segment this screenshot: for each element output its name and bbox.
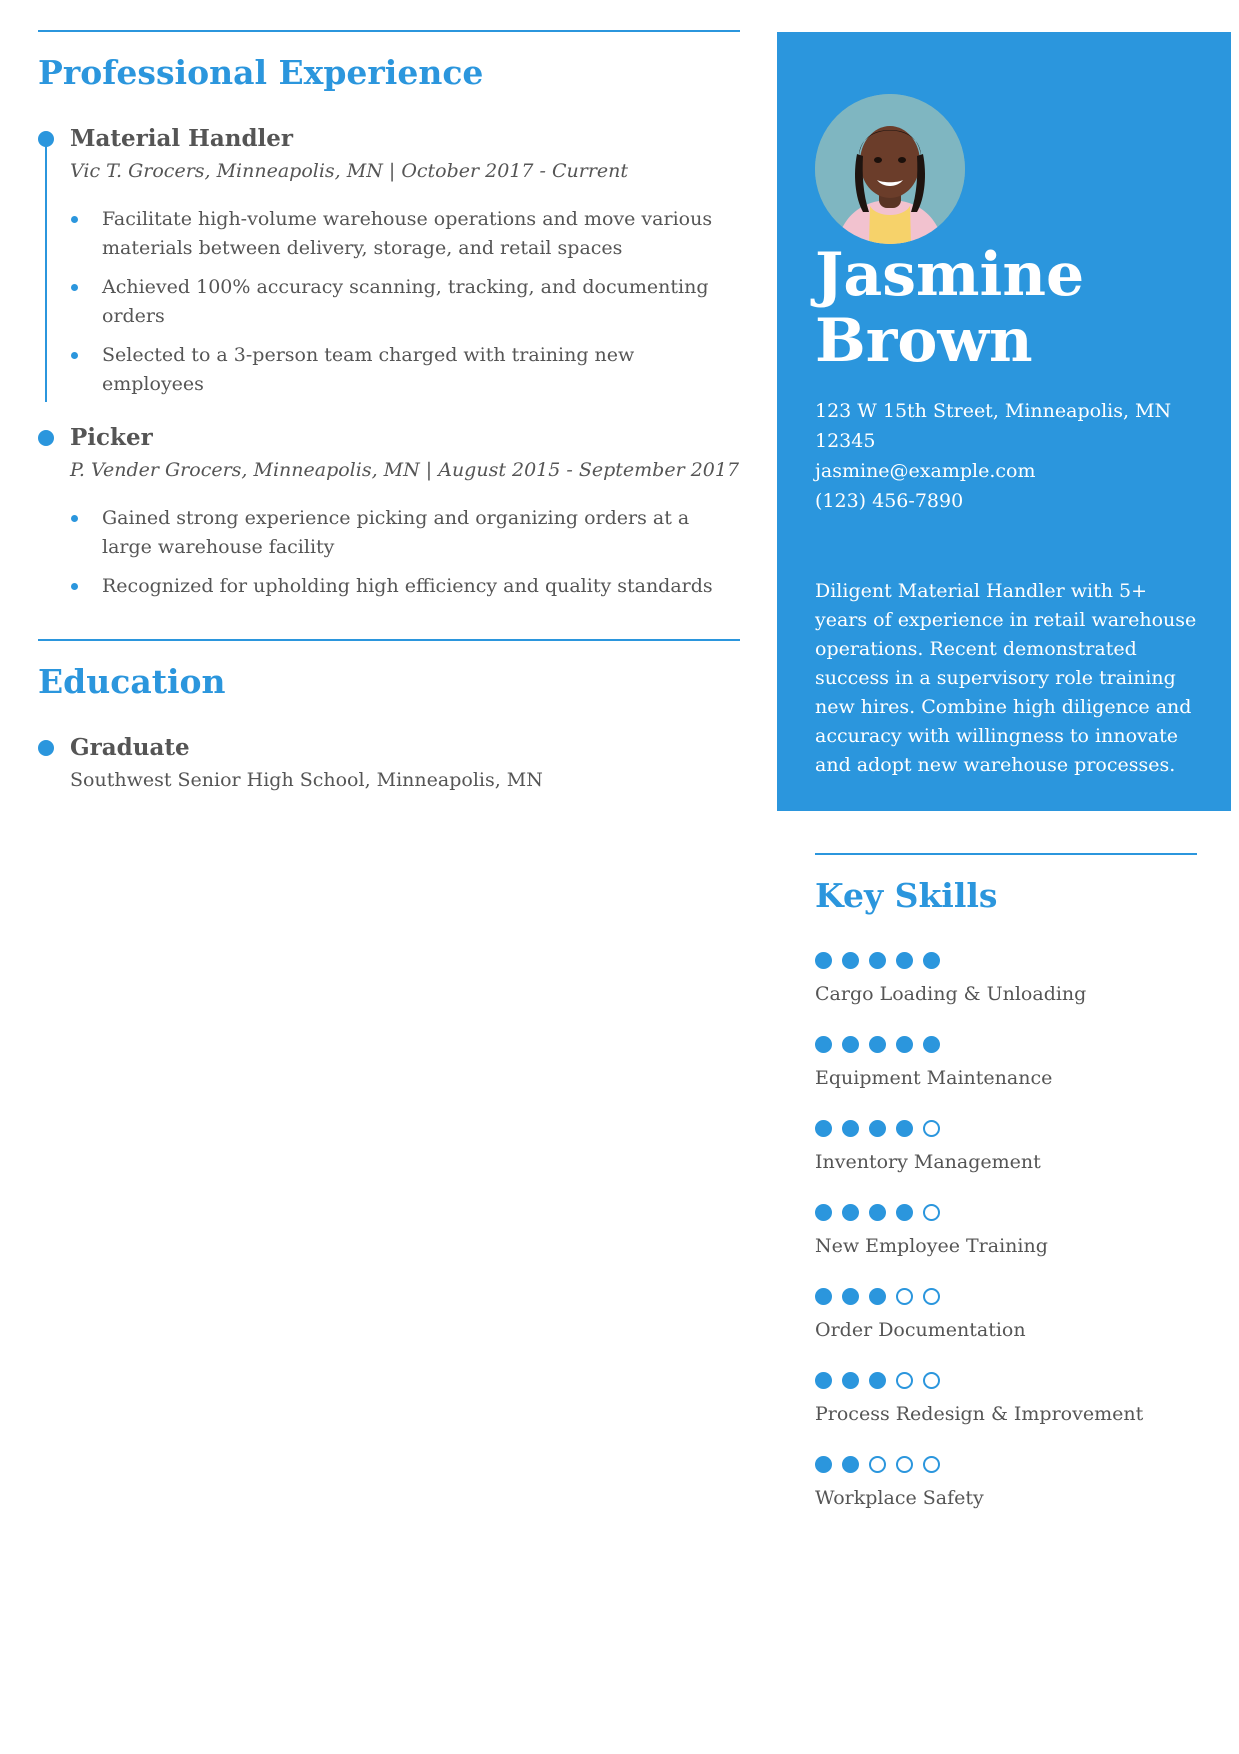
skill-rating bbox=[815, 952, 1197, 969]
rating-dot-filled bbox=[842, 1204, 859, 1221]
rating-dot-filled bbox=[896, 1036, 913, 1053]
skill-item bbox=[815, 1372, 1197, 1428]
skill-item bbox=[815, 1204, 1197, 1260]
rating-dot-filled bbox=[923, 952, 940, 969]
job-bullet bbox=[70, 205, 740, 263]
job-bullet-text: Selected to a 3-person team charged with training new employees bbox=[102, 344, 635, 395]
job-entry bbox=[38, 124, 740, 399]
rating-dot-filled bbox=[842, 1456, 859, 1473]
degree-title: Graduate bbox=[70, 734, 190, 761]
rating-dot-filled bbox=[815, 1288, 832, 1305]
skills-heading: Key Skills bbox=[815, 876, 998, 915]
job-bullet-text: Achieved 100% accuracy scanning, tracking, and documenting orders bbox=[102, 276, 709, 327]
rating-dot-filled bbox=[896, 1204, 913, 1221]
avatar-portrait bbox=[815, 94, 965, 244]
rating-dot-filled bbox=[923, 1036, 940, 1053]
rating-dot-filled bbox=[815, 1456, 832, 1473]
address-line: 123 W 15th Street, Minneapolis, MN bbox=[815, 400, 1172, 422]
job-bullet bbox=[70, 504, 740, 562]
education-heading: Education bbox=[38, 662, 226, 701]
skill-rating bbox=[815, 1288, 1197, 1305]
rating-dot-filled bbox=[896, 1120, 913, 1137]
rating-dot-empty bbox=[896, 1372, 913, 1389]
skill-label: Order Documentation bbox=[815, 1319, 1026, 1341]
job-bullet-text: Recognized for upholding high efficiency and quality standards bbox=[102, 575, 713, 597]
address-line: 12345 bbox=[815, 430, 876, 452]
skill-label: Workplace Safety bbox=[815, 1487, 984, 1509]
education-entry bbox=[38, 733, 740, 794]
job-title: Material Handler bbox=[70, 125, 294, 152]
job-bullets bbox=[70, 205, 740, 399]
skill-rating bbox=[815, 1204, 1197, 1221]
left-column bbox=[38, 30, 740, 794]
candidate-name bbox=[815, 242, 1084, 374]
job-entry bbox=[38, 423, 740, 601]
job-bullet-text: Gained strong experience picking and organizing orders at a large warehouse facility bbox=[102, 507, 690, 558]
rating-dot-filled bbox=[842, 1120, 859, 1137]
contact-info bbox=[815, 396, 1205, 516]
rating-dot-empty bbox=[923, 1456, 940, 1473]
rating-dot-filled bbox=[815, 1036, 832, 1053]
rating-dot-empty bbox=[923, 1120, 940, 1137]
rating-dot-filled bbox=[869, 1372, 886, 1389]
bullet-dot bbox=[71, 216, 78, 223]
skill-label: New Employee Training bbox=[815, 1235, 1048, 1257]
rating-dot-empty bbox=[923, 1372, 940, 1389]
rating-dot-empty bbox=[923, 1204, 940, 1221]
rating-dot-empty bbox=[896, 1456, 913, 1473]
profile-summary: Diligent Material Handler with 5+ years of experience in retail warehouse operations. Recent demonstrated success in a supervisory role training new hires. Combine high diligence and accuracy with willingness to innovate and adopt new warehouse processes. bbox=[815, 580, 1197, 776]
job-meta: P. Vender Grocers, Minneapolis, MN | August 2015 - September 2017 bbox=[70, 459, 740, 481]
job-bullets bbox=[70, 504, 740, 601]
rating-dot-empty bbox=[923, 1288, 940, 1305]
rating-dot-filled bbox=[869, 1204, 886, 1221]
skill-item bbox=[815, 1456, 1197, 1512]
skill-item bbox=[815, 1036, 1197, 1092]
rating-dot-filled bbox=[815, 1120, 832, 1137]
rating-dot-filled bbox=[842, 952, 859, 969]
skill-item bbox=[815, 1288, 1197, 1344]
bullet-dot bbox=[71, 284, 78, 291]
rating-dot-filled bbox=[896, 952, 913, 969]
rating-dot-empty bbox=[896, 1288, 913, 1305]
skill-rating bbox=[815, 1372, 1197, 1389]
experience-timeline bbox=[38, 124, 740, 601]
skill-rating bbox=[815, 1456, 1197, 1473]
job-bullet bbox=[70, 572, 740, 601]
rating-dot-empty bbox=[869, 1456, 886, 1473]
skill-label: Process Redesign & Improvement bbox=[815, 1403, 1144, 1425]
skill-rating bbox=[815, 1120, 1197, 1137]
experience-heading: Professional Experience bbox=[38, 53, 484, 92]
rating-dot-filled bbox=[869, 1288, 886, 1305]
phone[interactable]: (123) 456-7890 bbox=[815, 490, 964, 512]
job-title: Picker bbox=[70, 424, 153, 451]
education-timeline bbox=[38, 733, 740, 794]
rating-dot-filled bbox=[842, 1036, 859, 1053]
bullet-dot bbox=[71, 583, 78, 590]
rating-dot-filled bbox=[815, 1204, 832, 1221]
skills-section bbox=[815, 853, 1197, 1512]
rating-dot-filled bbox=[869, 1120, 886, 1137]
rating-dot-filled bbox=[815, 1372, 832, 1389]
job-bullet-text: Facilitate high-volume warehouse operations and move various materials between delivery, storage, and retail spaces bbox=[102, 208, 713, 259]
rating-dot-filled bbox=[869, 952, 886, 969]
timeline-dot bbox=[38, 430, 54, 446]
timeline-dot bbox=[38, 131, 54, 147]
skill-label: Cargo Loading & Unloading bbox=[815, 983, 1087, 1005]
last-name: Brown bbox=[815, 306, 1033, 376]
skill-list bbox=[815, 952, 1197, 1512]
experience-divider bbox=[38, 30, 740, 32]
first-name: Jasmine bbox=[815, 240, 1085, 310]
avatar bbox=[815, 94, 965, 244]
rating-dot-filled bbox=[842, 1372, 859, 1389]
skill-rating bbox=[815, 1036, 1197, 1053]
skill-item bbox=[815, 952, 1197, 1008]
timeline-dot bbox=[38, 740, 54, 756]
profile-panel bbox=[777, 32, 1231, 811]
job-bullet bbox=[70, 273, 740, 331]
rating-dot-filled bbox=[842, 1288, 859, 1305]
skill-item bbox=[815, 1120, 1197, 1176]
job-bullet bbox=[70, 341, 740, 399]
education-divider bbox=[38, 639, 740, 641]
bullet-dot bbox=[71, 515, 78, 522]
job-meta: Vic T. Grocers, Minneapolis, MN | October 2017 - Current bbox=[70, 160, 629, 182]
rating-dot-filled bbox=[815, 952, 832, 969]
skill-label: Inventory Management bbox=[815, 1151, 1041, 1173]
bullet-dot bbox=[71, 352, 78, 359]
skills-divider bbox=[815, 853, 1197, 855]
email[interactable]: jasmine@example.com bbox=[815, 460, 1036, 482]
school-name: Southwest Senior High School, Minneapolis, MN bbox=[70, 769, 543, 791]
rating-dot-filled bbox=[869, 1036, 886, 1053]
skill-label: Equipment Maintenance bbox=[815, 1067, 1053, 1089]
